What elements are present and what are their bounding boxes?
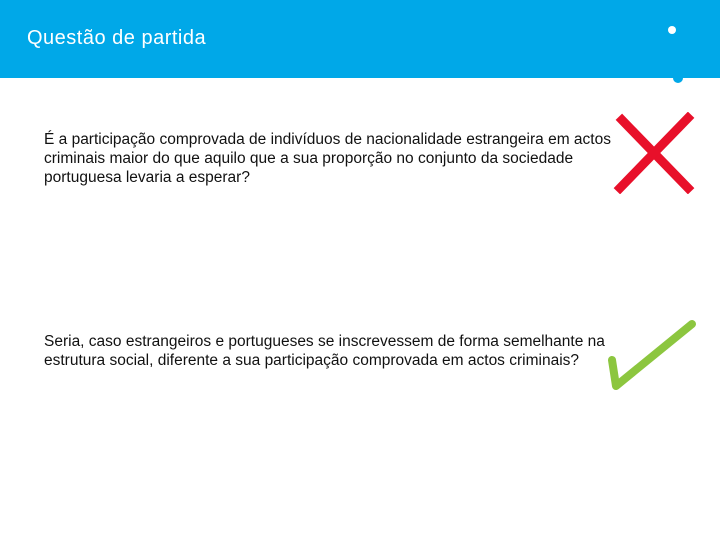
logo-text: númena [488, 35, 660, 84]
numena-logo [488, 10, 698, 92]
question-2-text: Seria, caso estrangeiros e portugueses se inscrevessem de forma semelhante na estrutura social, diferente a sua participação comprovada em actos criminais? [44, 333, 605, 369]
checkmark-icon [604, 318, 698, 392]
cross-icon [612, 112, 696, 194]
question-1-text: É a participação comprovada de indivíduos de nacionalidade estrangeira em actos criminais maior do que aquilo que a sua proporção no conjunto da sociedade portuguesa levaria a esperar? [44, 131, 611, 186]
slide-title: Questão de partida [27, 27, 207, 49]
